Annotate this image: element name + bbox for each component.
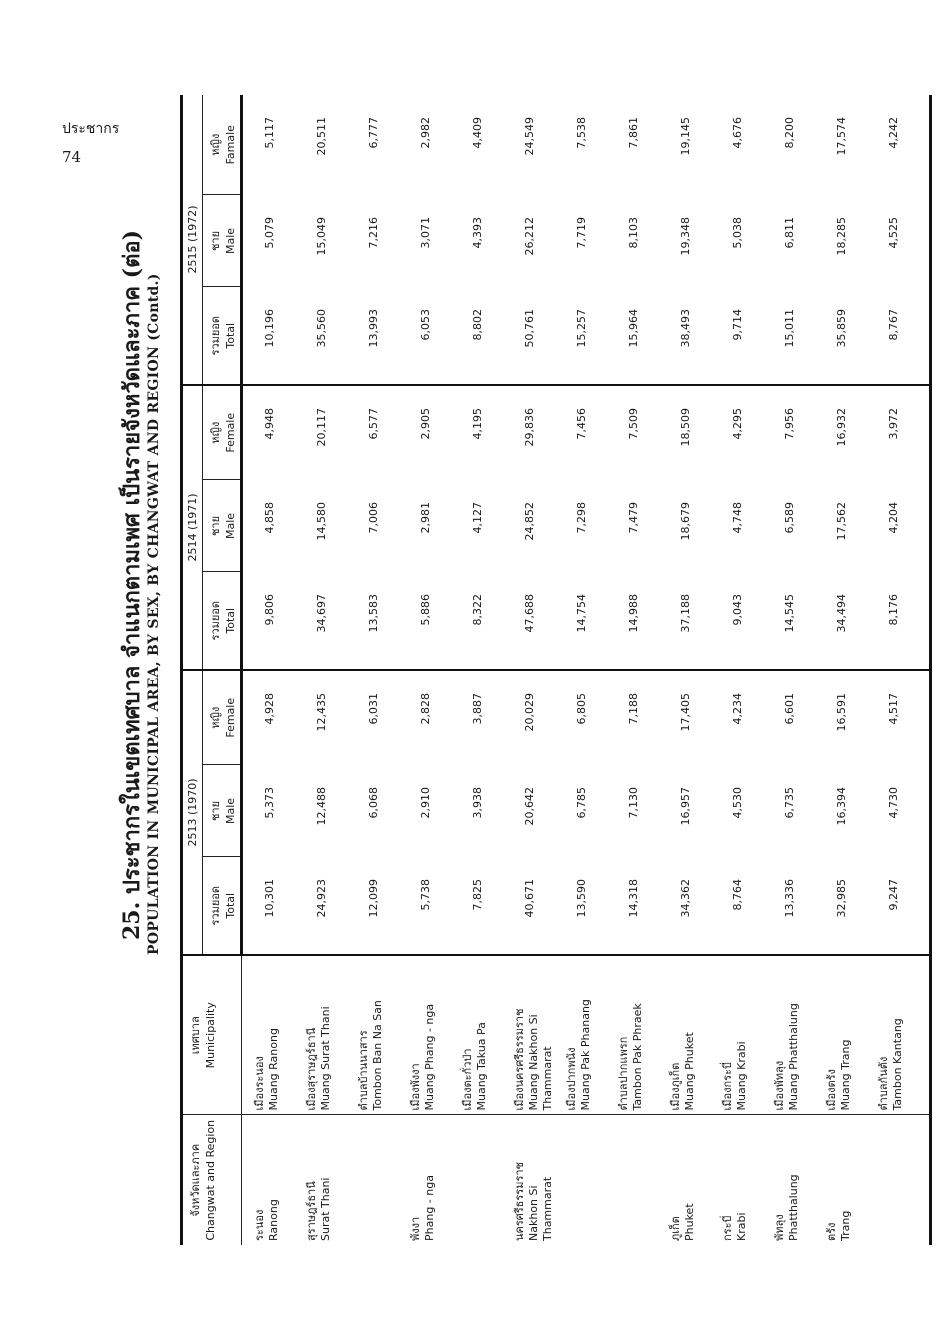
value-cell: 5,738 — [409, 857, 461, 955]
municipality-thai: ตำบลบ้านนาสาร — [357, 1030, 370, 1111]
table-title-thai: 25. ประชากรในเขตเทศบาล จำแนกตามเพศ เป็นรายจังหวัดและภาค (ต่อ) — [119, 230, 145, 940]
value-cell: 6,777 — [367, 117, 380, 149]
header-total-1971 — [203, 572, 242, 670]
region-english: Nakhon Si Thammarat — [527, 1176, 554, 1241]
value-cell: 10,196 — [253, 287, 305, 385]
header-male-english: Male — [224, 227, 237, 255]
municipality-thai: เมืองตรัง — [825, 1069, 838, 1111]
value-cell: 6,805 — [575, 693, 588, 725]
value-cell: 15,011 — [773, 287, 825, 385]
value-cell: 9,806 — [253, 572, 305, 670]
header-region-thai: จังหวัดและภาค — [189, 1143, 202, 1217]
value-cell: 7,509 — [627, 408, 640, 440]
value-cell: 13,336 — [773, 857, 825, 955]
municipality-thai: เมืองระนอง — [253, 1056, 266, 1111]
value-cell: 20,511 — [315, 117, 328, 156]
header-region — [182, 1115, 242, 1245]
value-cell: 13,993 — [357, 287, 409, 385]
header-total-english: Total — [224, 607, 237, 634]
value-cell: 7,130 — [627, 787, 640, 819]
value-cell: 20,642 — [523, 787, 536, 826]
value-cell: 7,216 — [367, 217, 380, 249]
value-cell: 34,697 — [305, 572, 357, 670]
value-cell: 15,049 — [315, 217, 328, 256]
value-cell: 9,043 — [721, 572, 773, 670]
value-cell: 14,580 — [315, 502, 328, 541]
municipality-thai: ตำบลกันตัง — [877, 1056, 890, 1111]
region-cell — [565, 1115, 617, 1245]
value-cell: 7,956 — [783, 408, 796, 440]
value-cell: 15,257 — [565, 287, 617, 385]
header-municipality-thai: เทศบาล — [189, 1016, 202, 1055]
municipality-english: Tambon Kantang — [891, 1018, 904, 1111]
value-cell: 35,859 — [825, 287, 877, 385]
municipality-cell — [513, 955, 565, 1115]
value-cell: 4,530 — [731, 787, 744, 819]
value-cell: 34,362 — [669, 857, 721, 955]
municipality-cell — [253, 955, 305, 1115]
value-cell: 3,938 — [471, 787, 484, 819]
region-thai: ภูเก็ต — [669, 1216, 682, 1241]
value-cell: 3,887 — [471, 693, 484, 725]
header-female-english: Female — [224, 697, 237, 738]
value-cell: 7,825 — [461, 857, 513, 955]
value-cell: 15,964 — [617, 287, 669, 385]
region-cell — [825, 1115, 877, 1245]
value-cell: 13,590 — [565, 857, 617, 955]
municipality-english: Muang Nakhon Si Thammarat — [527, 1014, 554, 1111]
value-cell: 40,671 — [513, 857, 565, 955]
value-cell: 20,117 — [315, 408, 328, 447]
region-english: Phatthalung — [787, 1174, 800, 1241]
municipality-english: Tambon Pak Phraek — [631, 1003, 644, 1111]
region-cell — [877, 1115, 931, 1245]
value-cell: 24,852 — [523, 502, 536, 541]
header-female-1972 — [203, 95, 242, 195]
header-male-thai: ชาย — [209, 515, 222, 537]
value-cell: 4,525 — [877, 195, 931, 287]
value-cell: 5,886 — [409, 572, 461, 670]
section-label: ประชากร — [62, 121, 120, 137]
value-cell: 38,493 — [669, 287, 721, 385]
municipality-cell — [617, 955, 669, 1115]
value-cell: 5,373 — [263, 787, 276, 819]
value-cell: 19,145 — [679, 117, 692, 156]
region-cell — [357, 1115, 409, 1245]
region-english: Phuket — [683, 1203, 696, 1241]
value-cell: 2,910 — [419, 787, 432, 819]
value-cell: 7,538 — [575, 117, 588, 149]
header-municipality — [182, 955, 242, 1115]
value-cell: 12,435 — [315, 693, 328, 732]
header-female-thai: หญิง — [209, 706, 222, 729]
municipality-cell — [461, 955, 513, 1115]
municipality-cell — [669, 955, 721, 1115]
value-cell: 8,767 — [877, 287, 931, 385]
municipality-english: Muang Phang - nga — [423, 1003, 436, 1111]
region-cell — [305, 1115, 357, 1245]
value-cell: 7,456 — [575, 408, 588, 440]
table-row — [305, 95, 357, 1245]
municipality-english: Muang Ranong — [267, 1028, 280, 1111]
value-cell: 8,764 — [721, 857, 773, 955]
region-cell — [617, 1115, 669, 1245]
value-cell: 4,127 — [471, 502, 484, 534]
value-cell: 14,754 — [565, 572, 617, 670]
value-cell: 14,545 — [773, 572, 825, 670]
region-cell — [721, 1115, 773, 1245]
value-cell: 9,714 — [721, 287, 773, 385]
value-cell: 8,200 — [783, 117, 796, 149]
value-cell: 5,038 — [731, 217, 744, 249]
value-cell: 6,031 — [367, 693, 380, 725]
table-title-english: POPULATION IN MUNICIPAL AREA, BY SEX, BY CHANGWAT AND REGION (Contd.) — [146, 273, 162, 955]
header-total-english: Total — [224, 322, 237, 349]
municipality-thai: ตำบลปากแพรก — [617, 1036, 630, 1111]
municipality-english: Muang Surat Thani — [319, 1006, 332, 1111]
table-body — [242, 95, 931, 1245]
value-cell: 4,517 — [877, 670, 931, 765]
municipality-thai: เมืองภูเก็ต — [669, 1062, 682, 1111]
municipality-cell — [565, 955, 617, 1115]
municipality-cell — [305, 955, 357, 1115]
value-cell: 12,488 — [315, 787, 328, 826]
value-cell: 4,928 — [263, 693, 276, 725]
header-municipality-english: Municipality — [204, 1002, 217, 1069]
value-cell: 34,494 — [825, 572, 877, 670]
region-cell — [409, 1115, 461, 1245]
region-thai: พัทลุง — [773, 1214, 786, 1241]
value-cell: 35,560 — [305, 287, 357, 385]
municipality-cell — [721, 955, 773, 1115]
value-cell: 4,195 — [471, 408, 484, 440]
header-female-english: Famale — [224, 125, 237, 165]
value-cell: 2,905 — [419, 408, 432, 440]
region-thai: กระบี่ — [721, 1215, 734, 1241]
value-cell: 4,748 — [731, 502, 744, 534]
value-cell: 2,982 — [419, 117, 432, 149]
value-cell: 37,188 — [669, 572, 721, 670]
header-male-english: Male — [224, 797, 237, 825]
region-thai: ตรัง — [825, 1222, 838, 1241]
value-cell: 14,988 — [617, 572, 669, 670]
value-cell: 16,957 — [679, 787, 692, 826]
table-row — [877, 95, 931, 1245]
municipality-cell — [773, 955, 825, 1115]
value-cell: 5,079 — [263, 217, 276, 249]
table-row — [409, 95, 461, 1245]
value-cell: 7,006 — [367, 502, 380, 534]
value-cell: 8,176 — [877, 572, 931, 670]
value-cell: 4,242 — [877, 95, 931, 195]
region-cell — [513, 1115, 565, 1245]
value-cell: 6,068 — [367, 787, 380, 819]
value-cell: 18,679 — [679, 502, 692, 541]
municipality-thai: เมืองนครศรีธรรมราช — [513, 1008, 526, 1111]
table-row — [513, 95, 565, 1245]
header-male-english: Male — [224, 512, 237, 540]
header-male-1972 — [203, 195, 242, 287]
header-male-1971 — [203, 480, 242, 572]
region-english: Trang — [839, 1210, 852, 1241]
header-female-thai: หญิง — [209, 133, 222, 156]
value-cell: 4,393 — [471, 217, 484, 249]
value-cell: 50,761 — [513, 287, 565, 385]
region-cell — [253, 1115, 305, 1245]
page-number: 74 — [62, 148, 82, 166]
municipality-english: Muang Phatthalung — [787, 1003, 800, 1111]
municipality-cell — [825, 955, 877, 1115]
header-total-thai: รวมยอด — [209, 315, 222, 356]
value-cell: 17,405 — [679, 693, 692, 732]
value-cell: 6,811 — [783, 217, 796, 249]
value-cell: 6,785 — [575, 787, 588, 819]
region-english: Phang - nga — [423, 1175, 436, 1241]
value-cell: 14,318 — [617, 857, 669, 955]
value-cell: 32,985 — [825, 857, 877, 955]
table-row — [669, 95, 721, 1245]
value-cell: 5,117 — [263, 117, 276, 149]
value-cell: 9,247 — [877, 857, 931, 955]
municipality-cell — [409, 955, 461, 1115]
table-row — [253, 95, 305, 1245]
value-cell: 4,676 — [731, 117, 744, 149]
municipality-english: Muang Takua Pa — [475, 1022, 488, 1111]
region-english: Surat Thani — [319, 1177, 332, 1241]
value-cell: 24,549 — [523, 117, 536, 156]
header-total-1972 — [203, 287, 242, 385]
value-cell: 3,972 — [877, 385, 931, 480]
header-female-1971 — [203, 385, 242, 480]
rotated-table-block — [112, 95, 904, 1245]
municipality-thai: เมืองพังงา — [409, 1063, 422, 1111]
table-row — [773, 95, 825, 1245]
value-cell: 13,583 — [357, 572, 409, 670]
header-female-english: Female — [224, 412, 237, 453]
value-cell: 16,932 — [835, 408, 848, 447]
table-row — [825, 95, 877, 1245]
value-cell: 16,591 — [835, 693, 848, 732]
municipality-thai: เมืองปากพนัง — [565, 1047, 578, 1111]
value-cell: 19,348 — [679, 217, 692, 256]
value-cell: 6,735 — [783, 787, 796, 819]
value-cell: 6,601 — [783, 693, 796, 725]
value-cell: 16,394 — [835, 787, 848, 826]
value-cell: 24,923 — [305, 857, 357, 955]
region-english: Ranong — [267, 1199, 280, 1241]
value-cell: 8,103 — [627, 217, 640, 249]
header-male-1970 — [203, 765, 242, 857]
value-cell: 10,301 — [253, 857, 305, 955]
header-total-english: Total — [224, 892, 237, 919]
municipality-english: Muang Pak Phanang — [579, 999, 592, 1111]
value-cell: 4,948 — [263, 408, 276, 440]
value-cell: 4,409 — [471, 117, 484, 149]
value-cell: 2,828 — [419, 693, 432, 725]
region-thai: ระนอง — [253, 1209, 266, 1241]
value-cell: 29,836 — [523, 408, 536, 447]
municipality-english: Muang Phuket — [683, 1032, 696, 1111]
table-row — [617, 95, 669, 1245]
value-cell: 3,071 — [419, 217, 432, 249]
region-thai: สุราษฎร์ธานี — [305, 1181, 318, 1241]
population-table — [180, 95, 932, 1245]
value-cell: 2,981 — [419, 502, 432, 534]
municipality-english: Muang Trang — [839, 1039, 852, 1111]
value-cell: 7,298 — [575, 502, 588, 534]
header-year-1972: 2515 (1972) — [182, 95, 203, 385]
value-cell: 6,577 — [367, 408, 380, 440]
municipality-cell — [877, 955, 931, 1115]
municipality-english: Muang Krabi — [735, 1041, 748, 1111]
region-cell — [461, 1115, 513, 1245]
value-cell: 17,574 — [835, 117, 848, 156]
table-row — [357, 95, 409, 1245]
table-row — [721, 95, 773, 1245]
value-cell: 47,688 — [513, 572, 565, 670]
value-cell: 7,479 — [627, 502, 640, 534]
header-female-thai: หญิง — [209, 421, 222, 444]
value-cell: 4,234 — [731, 693, 744, 725]
header-female-1970 — [203, 670, 242, 765]
value-cell: 20,029 — [523, 693, 536, 732]
value-cell: 7,719 — [575, 217, 588, 249]
value-cell: 6,589 — [783, 502, 796, 534]
municipality-thai: เมืองพัทลุง — [773, 1060, 786, 1111]
value-cell: 8,322 — [461, 572, 513, 670]
header-region-english: Changwat and Region — [204, 1119, 217, 1241]
value-cell: 4,730 — [877, 765, 931, 857]
table-row — [565, 95, 617, 1245]
region-cell — [773, 1115, 825, 1245]
municipality-thai: เมืองตะกั่วป่า — [461, 1048, 474, 1111]
header-male-thai: ชาย — [209, 230, 222, 252]
region-english: Krabi — [735, 1212, 748, 1241]
region-thai: นครศรีธรรมราช — [513, 1161, 526, 1241]
value-cell: 18,285 — [835, 217, 848, 256]
value-cell: 4,858 — [263, 502, 276, 534]
table-row — [461, 95, 513, 1245]
region-cell — [669, 1115, 721, 1245]
value-cell: 6,053 — [409, 287, 461, 385]
header-year-1971: 2514 (1971) — [182, 385, 203, 670]
value-cell: 7,861 — [627, 117, 640, 149]
value-cell: 12,099 — [357, 857, 409, 955]
header-total-thai: รวมยอด — [209, 600, 222, 641]
value-cell: 8,802 — [461, 287, 513, 385]
municipality-thai: เมืองกระบี่ — [721, 1062, 734, 1111]
header-male-thai: ชาย — [209, 800, 222, 822]
value-cell: 17,562 — [835, 502, 848, 541]
value-cell: 26,212 — [523, 217, 536, 256]
value-cell: 4,295 — [731, 408, 744, 440]
municipality-thai: เมืองสุราษฎร์ธานี — [305, 1027, 318, 1111]
header-total-1970 — [203, 857, 242, 955]
value-cell: 4,204 — [877, 480, 931, 572]
value-cell: 18,509 — [679, 408, 692, 447]
municipality-english: Tombon Ban Na San — [371, 1000, 384, 1111]
value-cell: 7,188 — [627, 693, 640, 725]
municipality-cell — [357, 955, 409, 1115]
header-year-1970: 2513 (1970) — [182, 670, 203, 955]
region-thai: พังงา — [409, 1216, 422, 1241]
header-total-thai: รวมยอด — [209, 885, 222, 926]
